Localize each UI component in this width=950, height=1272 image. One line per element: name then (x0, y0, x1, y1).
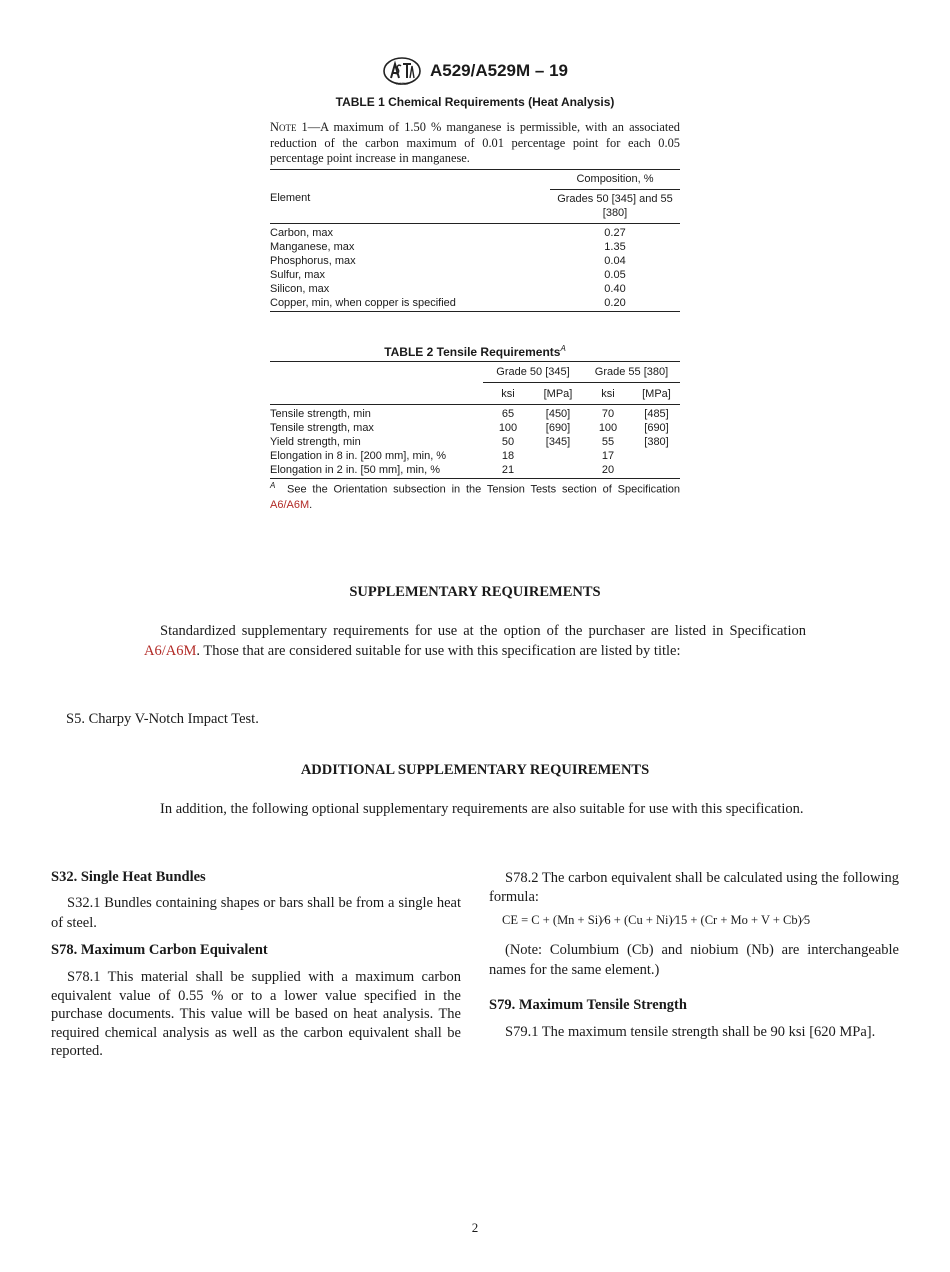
table2-cell: [485] (633, 405, 680, 422)
table2-cell-label: Tensile strength, max (270, 422, 374, 434)
table2-cell: [690] (545, 422, 571, 434)
table-row (270, 435, 680, 449)
document-designation: A529/A529M – 19 (430, 61, 568, 80)
table1-cell-value: 0.27 (550, 224, 680, 241)
supplementary-paragraph (144, 622, 806, 661)
table2-header-grade55: Grade 55 [380] (583, 362, 680, 383)
table2-unit-ksi: ksi (601, 388, 615, 400)
table1-header-composition: Composition, % (550, 170, 680, 190)
table2-footnote-text: See the Orientation subsection in the Tension Tests section of Specification (287, 483, 680, 496)
table1-note-label: Note 1 (270, 120, 308, 134)
table2-cell (633, 449, 680, 463)
svg-text:ASTM: ASTM (396, 81, 408, 86)
table-row (270, 405, 680, 422)
table2-cell (633, 463, 680, 479)
additional-paragraph: In addition, the following optional supplementary requirements are also suitable for use with this specification. (160, 801, 804, 817)
s32-1-paragraph: S32.1 Bundles containing shapes or bars shall be from a single heat of steel. (51, 895, 461, 931)
table2-title (270, 344, 680, 359)
s78-1-paragraph: S78.1 This material shall be supplied with a maximum carbon equivalent value of 0.55 % or to a lower value specified in the purchase documents. This value will be based on heat analysis. The required chemical analysis as well as the carbon equivalent shall be reported. (51, 969, 461, 1060)
table-row (270, 296, 680, 312)
table2-cell (533, 463, 583, 479)
table-row (270, 224, 680, 241)
table2-cell: [380] (644, 436, 669, 448)
table2-cell-label: Elongation in 8 in. [200 mm], min, % (270, 450, 447, 462)
table1-note (270, 120, 680, 167)
spec-link[interactable]: A6/A6M (144, 642, 197, 659)
table2-cell: 50 (501, 436, 515, 448)
s79-heading: S79. Maximum Tensile Strength (489, 997, 687, 1013)
table1-cell-value: 1.35 (604, 241, 626, 253)
table2-cell: 100 (598, 422, 618, 434)
table2 (270, 361, 680, 479)
table-row (270, 268, 680, 282)
table1-cell-value: 0.05 (604, 269, 626, 281)
table2-cell: 17 (601, 450, 615, 462)
page-header (0, 56, 950, 86)
table1-cell-element: Phosphorus, max (270, 255, 356, 267)
table1-cell-element: Copper, min, when copper is specified (270, 297, 456, 309)
table2-cell: 70 (583, 405, 633, 422)
table2-footnote (270, 478, 680, 513)
table1 (270, 169, 680, 312)
table2-cell-label: Elongation in 2 in. [50 mm], min, % (270, 464, 440, 476)
spec-link[interactable]: A6/A6M (270, 498, 310, 511)
table1-header-grades: Grades 50 [345] and 55 [380] (557, 193, 673, 219)
carbon-equivalent-formula: CE = C + (Mn + Si)⁄6 + (Cu + Ni)⁄15 + (Cr + Mo + V + Cb)⁄5 (502, 913, 811, 927)
table2-title-footnote-mark: A (560, 344, 566, 353)
table2-unit-ksi: ksi (501, 388, 515, 400)
table1-title: TABLE 1 Chemical Requirements (Heat Analysis) (335, 95, 615, 109)
table-row (270, 254, 680, 268)
table2-cell: [450] (533, 405, 583, 422)
table2-cell: 65 (483, 405, 533, 422)
table1-cell-value: 0.40 (604, 283, 626, 295)
table-row (270, 421, 680, 435)
table2-cell: 21 (501, 464, 515, 476)
table2-cell-label: Yield strength, min (270, 436, 361, 448)
supplementary-paragraph-end: . Those that are considered suitable for use with this specification are listed by title: (196, 642, 681, 659)
table1-cell-element: Carbon, max (270, 224, 550, 241)
astm-logo-icon (382, 56, 422, 86)
table2-unit-mpa: [MPa] (642, 388, 671, 400)
table2-cell: 100 (498, 422, 518, 434)
s78-heading: S78. Maximum Carbon Equivalent (51, 942, 268, 958)
s78-2-paragraph: S78.2 The carbon equivalent shall be calculated using the following formula: (489, 870, 899, 905)
table2-header-grade50: Grade 50 [345] (483, 362, 583, 383)
table1-header-element: Element (270, 170, 550, 224)
table2-unit-mpa: [MPa] (543, 388, 573, 400)
table2-cell: 55 (601, 436, 615, 448)
table2-cell: 20 (601, 464, 615, 476)
table1-cell-value: 0.04 (604, 255, 626, 267)
table1-cell-element: Manganese, max (270, 241, 355, 253)
table1-cell-element: Sulfur, max (270, 269, 326, 281)
page-number: 2 (471, 1220, 479, 1235)
table-row (270, 282, 680, 296)
table1-cell-element: Silicon, max (270, 283, 330, 295)
table2-cell: 18 (501, 450, 515, 462)
table-row (270, 240, 680, 254)
s79-1-paragraph: S79.1 The maximum tensile strength shall be 90 ksi [620 MPa]. (505, 1024, 876, 1040)
supplementary-item-s5: S5. Charpy V-Notch Impact Test. (66, 711, 259, 727)
table2-cell (533, 449, 583, 463)
table2-footnote-end: . (309, 498, 313, 511)
table2-cell-label: Tensile strength, min (270, 405, 483, 422)
table1-note-text: —A maximum of 1.50 % manganese is permissible, with an associated reduction of the carbon maximum of 0.01 percentage point for each 0.05 percentage point increase in manganese. (270, 120, 680, 165)
s32-heading: S32. Single Heat Bundles (51, 869, 206, 885)
table-row (270, 449, 680, 463)
table2-title-text: TABLE 2 Tensile Requirements (384, 345, 561, 359)
columbium-note: (Note: Columbium (Cb) and niobium (Nb) are interchangeable names for the same element.) (489, 942, 899, 978)
table2-footnote-mark: A (270, 481, 276, 490)
table-row (270, 463, 680, 479)
additional-heading: ADDITIONAL SUPPLEMENTARY REQUIREMENTS (300, 762, 650, 778)
table2-cell: [690] (644, 422, 669, 434)
supplementary-paragraph-text: Standardized supplementary requirements for use at the option of the purchaser are listed in Specification (160, 623, 806, 639)
table2-cell: [345] (545, 436, 571, 448)
table1-cell-value: 0.20 (604, 297, 626, 309)
supplementary-heading: SUPPLEMENTARY REQUIREMENTS (349, 584, 601, 600)
